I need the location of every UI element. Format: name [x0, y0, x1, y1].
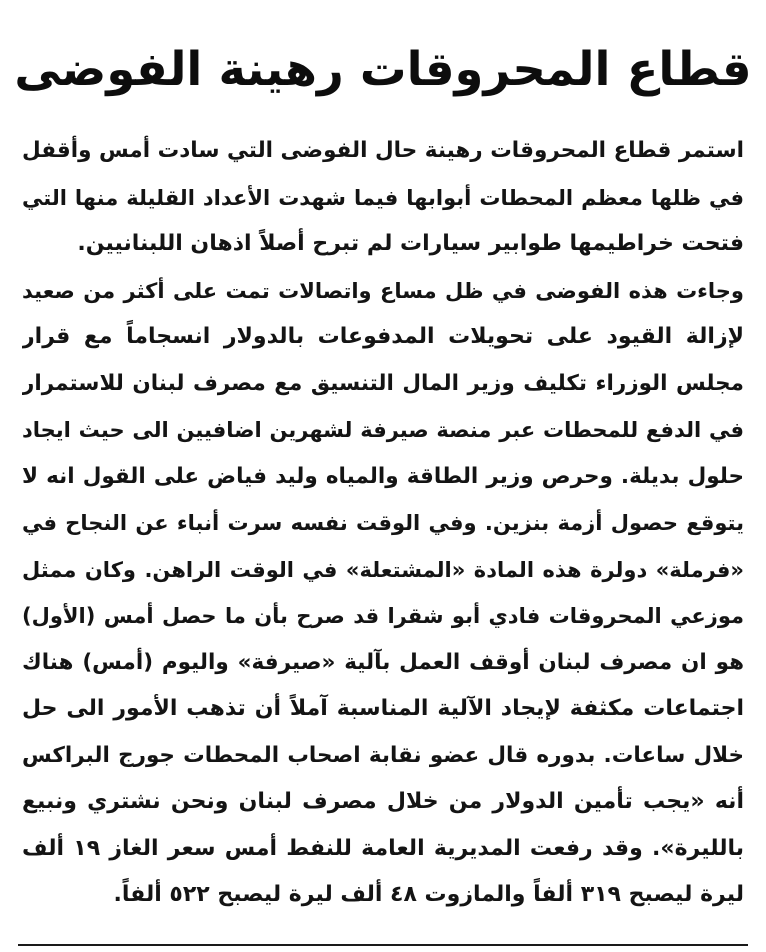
body-line-11: موزعي المحروقات فادي أبو شقرا قد صرح بأن ما حصل أمس (الأول) [22, 604, 744, 628]
body-line-9: يتوقع حصول أزمة بنزين. وفي الوقت نفسه سرت أنباء عن النجاح في [22, 511, 744, 535]
body-line-5: لإزالة القيود على تحويلات المدفوعات بالدولار انسجاماً مع قرار [22, 324, 744, 349]
body-line-14: خلال ساعات. بدوره قال عضو نقابة اصحاب المحطات جورج البراكس [22, 742, 744, 768]
body-line-4: وجاءت هذه الفوضى في ظل مساع واتصالات تمت على أكثر من صعيد [22, 278, 744, 303]
article-body [22, 128, 744, 919]
body-line-10: «فرملة» دولرة هذه المادة «المشتعلة» في الوقت الراهن. وكان ممثل [22, 557, 744, 582]
bottom-divider [18, 944, 748, 946]
body-line-2: في ظلها معظم المحطات أبوابها فيما شهدت الأعداد القليلة منها التي [22, 185, 744, 210]
body-line-8: حلول بديلة. وحرص وزير الطاقة والمياه وليد فياض على القول انه لا [22, 463, 744, 489]
body-line-7: في الدفع للمحطات عبر منصة صيرفة لشهرين اضافيين الى حيث ايجاد [22, 418, 744, 442]
body-line-12: هو ان مصرف لبنان أوقف العمل بآلية «صيرفة» واليوم (أمس) هناك [22, 649, 744, 675]
body-line-16: بالليرة». وقد رفعت المديرية العامة للنفط أمس سعر الغاز ١٩ ألف [22, 835, 744, 861]
body-line-13: اجتماعات مكثفة لإيجاد الآلية المناسبة آملاً أن تذهب الأمور الى حل [22, 696, 744, 721]
body-line-3: فتحت خراطيمها طوابير سيارات لم تبرح أصلاً اذهان اللبنانيين. [77, 231, 744, 256]
headline: قطاع المحروقات رهينة الفوضى [14, 42, 752, 96]
body-line-17: ليرة ليصبح ٣١٩ ألفاً والمازوت ٤٨ ألف ليرة ليصبح ٥٢٢ ألفاً. [113, 882, 744, 907]
body-line-6: مجلس الوزراء تكليف وزير المال التنسيق مع مصرف لبنان للاستمرار [22, 370, 744, 396]
body-line-1: استمر قطاع المحروقات رهينة حال الفوضى التي سادت أمس وأقفل [22, 138, 744, 163]
body-line-15: أنه «يجب تأمين الدولار من خلال مصرف لبنان ونحن نشتري ونبيع [22, 789, 744, 814]
